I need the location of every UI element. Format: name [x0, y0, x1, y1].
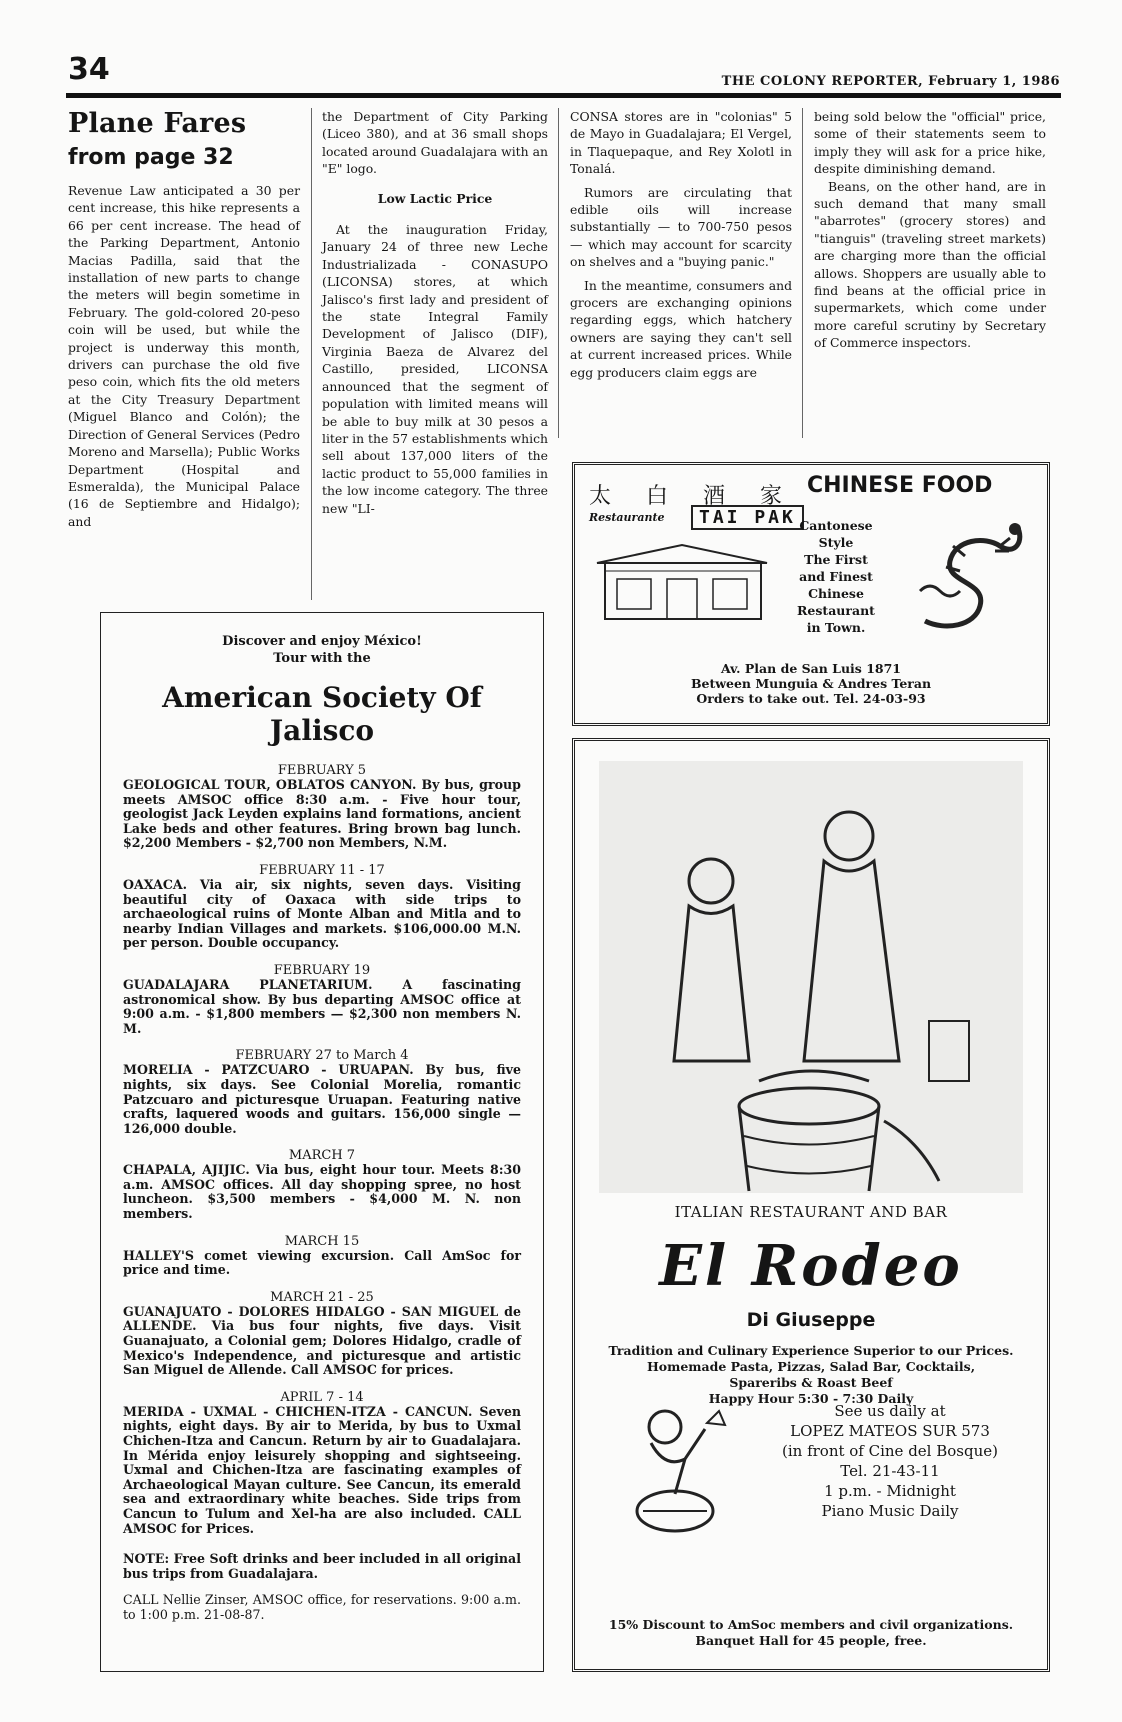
ad-contact: CALL Nellie Zinser, AMSOC office, for reservations. 9:00 a.m. to 1:00 p.m. 21-08-87.	[123, 1592, 521, 1622]
article-column-4	[814, 108, 1046, 352]
event-date: APRIL 7 - 14	[280, 1389, 364, 1405]
location-line: 1 p.m. - Midnight	[824, 1482, 956, 1500]
ad-intro	[123, 633, 521, 667]
event-list	[123, 763, 521, 1536]
top-rule	[66, 93, 1061, 98]
blurb-line: Restaurant	[797, 603, 875, 618]
article-column-2	[322, 108, 548, 517]
address-line: Av. Plan de San Luis 1871	[720, 661, 901, 676]
event-item	[123, 863, 521, 951]
event-text: GUADALAJARA PLANETARIUM. A fascinating astronomical show. By bus departing AMSOC office at 9:00 a.m. - $1,800 members — $2,300 non members N. M.	[123, 976, 521, 1036]
rodeo-footer	[575, 1617, 1047, 1649]
chinese-blurb	[781, 517, 891, 636]
american-society-ad	[100, 612, 544, 1672]
blurb-line: Cantonese	[799, 518, 873, 533]
chinese-characters: 太 白 酒 家	[589, 484, 796, 509]
event-date: FEBRUARY 19	[273, 962, 371, 978]
event-item	[123, 1390, 521, 1536]
paragraph: CONSA stores are in "colonias" 5 de Mayo in Guadalajara; El Vergel, in Tlaquepaque, and Rey Xolotl in Tonalá.	[570, 109, 792, 177]
blurb-line: Chinese	[808, 586, 864, 601]
address-line: Between Munguia & Andres Teran	[690, 676, 932, 691]
event-date: FEBRUARY 11 - 17	[259, 862, 385, 878]
tagline-line: Happy Hour 5:30 - 7:30 Daily	[708, 1391, 914, 1406]
restaurant-name: TAI PAK	[691, 505, 804, 530]
paragraph: Beans, on the other hand, are in such demand that many small "abarrotes" (grocery stores) and "tianguis" (traveling street markets) are charging more than the official allows. Shoppers are usually able to find beans at the official price in supermarkets, which come under more careful scrutiny by Secretary of Commerce inspectors.	[814, 178, 1046, 351]
article-text-col1	[68, 182, 300, 530]
event-text: CHAPALA, AJIJIC. Via bus, eight hour tour. Meets 8:30 a.m. AMSOC offices. All day shopping spree, no host luncheon. $3,500 members - $4,000 M. N. non members.	[123, 1162, 521, 1222]
tagline-line: Tradition and Culinary Experience Superior to our Prices. Homemade Pasta, Pizzas, Salad Bar, Cocktails,	[608, 1343, 1014, 1374]
restaurante-label: Restaurante	[589, 511, 665, 524]
event-item	[123, 1048, 521, 1136]
column-divider	[558, 108, 559, 438]
article-column-3	[570, 108, 792, 381]
paragraph: being sold below the "official" price, some of their statements seem to imply they will ask for a price hike, despite diminishing demand.	[814, 109, 1046, 177]
blurb-line: The First	[804, 552, 868, 567]
discount-line: 15% Discount to AmSoc members and civil organizations.	[608, 1617, 1014, 1632]
italian-scene-illustration	[599, 761, 1023, 1193]
article-headline: Plane Fares	[68, 108, 247, 139]
column-divider	[311, 108, 312, 600]
dragon-icon	[905, 511, 1035, 641]
masthead: THE COLONY REPORTER, February 1, 1986	[721, 74, 1060, 89]
event-item	[123, 1290, 521, 1378]
paragraph: In the meantime, consumers and grocers are exchanging opinions regarding eggs, which hatchery owners are saying they can't sell at current increased prices. While egg producers claim eggs are	[570, 277, 792, 380]
rodeo-kicker: ITALIAN RESTAURANT AND BAR	[674, 1203, 948, 1221]
rodeo-subtitle: Di Giuseppe	[746, 1309, 876, 1331]
location-line: Piano Music Daily	[821, 1502, 959, 1520]
rodeo-location-block	[745, 1401, 1035, 1521]
blurb-line: Style	[818, 535, 854, 550]
restaurant-building-illustration	[587, 535, 777, 627]
el-rodeo-ad	[572, 738, 1050, 1672]
location-line: LOPEZ MATEOS SUR 573	[790, 1422, 990, 1440]
event-date: FEBRUARY 5	[277, 763, 367, 778]
address-line: Orders to take out. Tel. 24-03-93	[696, 691, 926, 706]
rodeo-tagline	[589, 1343, 1033, 1407]
event-text: MERIDA - UXMAL - CHICHEN-ITZA - CANCUN. Seven nights, eight days. By air to Merida, by bus to Uxmal Chichen-Itza and Cancun. Return by air to Guadalajara. In Mérida enjoy leisurely shopping and sightseeing. Uxmal and Chichen-Itza are fascinating examples of Archaeological Mayan culture. See Cancun, its emerald sea and extraordinary white beaches. Side trips from Cancun to Tulum and Xel-ha are also included. CALL AMSOC for Prices.	[123, 1403, 521, 1536]
event-date: FEBRUARY 27 to March 4	[235, 1048, 409, 1064]
paragraph: Rumors are circulating that edible oils will increase substantially — to 700-750 pesos — which may account for scarcity on shelves and a "buying panic."	[570, 184, 792, 270]
cherub-with-barrel-illustration	[615, 1399, 745, 1539]
event-text: MORELIA - PATZCUARO - URUAPAN. By bus, five nights, six days. See Colonial Morelia, romantic Patzcuaro and picturesque Uruapan. Featuring native crafts, laquered woods and guitars. 156,000 single — 126,000 double.	[123, 1062, 521, 1136]
banquet-line: Banquet Hall for 45 people, free.	[695, 1633, 927, 1648]
paragraph: At the inauguration Friday, January 24 of three new Leche Industrializada - CONASUPO (LICONSA) stores, at which Jalisco's first lady and president of the state Integral Family Development of Jalisco (DIF), Virginia Baeza de Alvarez del Castillo, presided, LICONSA announced that the segment of population with limited means will be able to buy milk at 30 pesos a liter in the 57 establishments which sell about 137,000 liters of the lactic product to 55,000 families in the low income category. The three new "LI-	[322, 222, 548, 516]
event-date: MARCH 21 - 25	[270, 1289, 374, 1305]
paragraph: the Department of City Parking (Liceo 380), and at 36 small shops located around Guadalajara with an "E" logo.	[322, 109, 548, 177]
event-text: HALLEY'S comet viewing excursion. Call AmSoc for price and time.	[123, 1247, 521, 1278]
event-item	[123, 1148, 521, 1221]
event-date: MARCH 7	[288, 1148, 356, 1164]
ad-intro-line: Tour with the	[273, 651, 371, 666]
event-item	[123, 963, 521, 1036]
blurb-line: in Town.	[806, 620, 866, 635]
rodeo-title: El Rodeo	[659, 1233, 963, 1299]
event-text: GEOLOGICAL TOUR, OBLATOS CANYON. By bus, group meets AMSOC office 8:30 a.m. - Five hour tour, geologist Jack Leyden explains land formations, ancient Lake beds and other features. Bring brown bag lunch. $2,200 Members - $2,700 non Members, N.M.	[123, 777, 521, 851]
chinese-food-title: CHINESE FOOD	[807, 473, 993, 498]
tagline-line: Spareribs & Roast Beef	[729, 1375, 893, 1390]
article-column-1	[68, 108, 300, 530]
location-line: Tel. 21-43-11	[840, 1462, 940, 1480]
event-text: GUANAJUATO - DOLORES HIDALGO - SAN MIGUEL de ALLENDE. Via bus four nights, five days. Visit Guanajuato, a Colonial gem; Dolores Hidalgo, cradle of Mexico's Independence, and picturesque and artistic San Miguel de Allende. Call AMSOC for prices.	[123, 1303, 521, 1378]
event-item	[123, 763, 521, 851]
blurb-line: and Finest	[799, 569, 873, 584]
ad-title: American Society Of Jalisco	[162, 681, 482, 747]
paragraph: Revenue Law anticipated a 30 per cent increase, this hike represents a 66 per cent increase. The head of the Parking Department, Antonio Macias Padilla, said that the installation of new parts to change the meters will begin sometime in February. The gold-colored 20-peso coin will be used, but while the project is underway this month, drivers can purchase the old five peso coin, which fits the old meters at the City Treasury Department (Miguel Blanco and Colón); the Direction of General Services (Pedro Moreno and Marsella); Public Works Department (Hospital and Esmeralda), the Municipal Palace (16 de Septiembre and Hidalgo); and	[68, 183, 300, 529]
chinese-address-block	[585, 661, 1037, 706]
event-item	[123, 1234, 521, 1278]
location-line: (in front of Cine del Bosque)	[781, 1442, 998, 1460]
article-subhead: from page 32	[68, 145, 234, 170]
article-section-subhead: Low Lactic Price	[377, 190, 493, 206]
event-text: OAXACA. Via air, six nights, seven days. Visiting beautiful city of Oaxaca with side trips to archaeological ruins of Monte Alban and Mitla and to nearby Indian Villages and markets. $106,000.00 M.N. per person. Double occupancy.	[123, 876, 521, 951]
event-date: MARCH 15	[284, 1233, 360, 1249]
location-line: See us daily at	[834, 1402, 946, 1420]
page-number: 34	[68, 52, 110, 87]
ad-intro-line: Discover and enjoy México!	[222, 634, 422, 649]
ad-note: NOTE: Free Soft drinks and beer included in all original bus trips from Guadalajara.	[123, 1551, 521, 1581]
column-divider	[802, 108, 803, 438]
chinese-food-ad	[572, 462, 1050, 726]
